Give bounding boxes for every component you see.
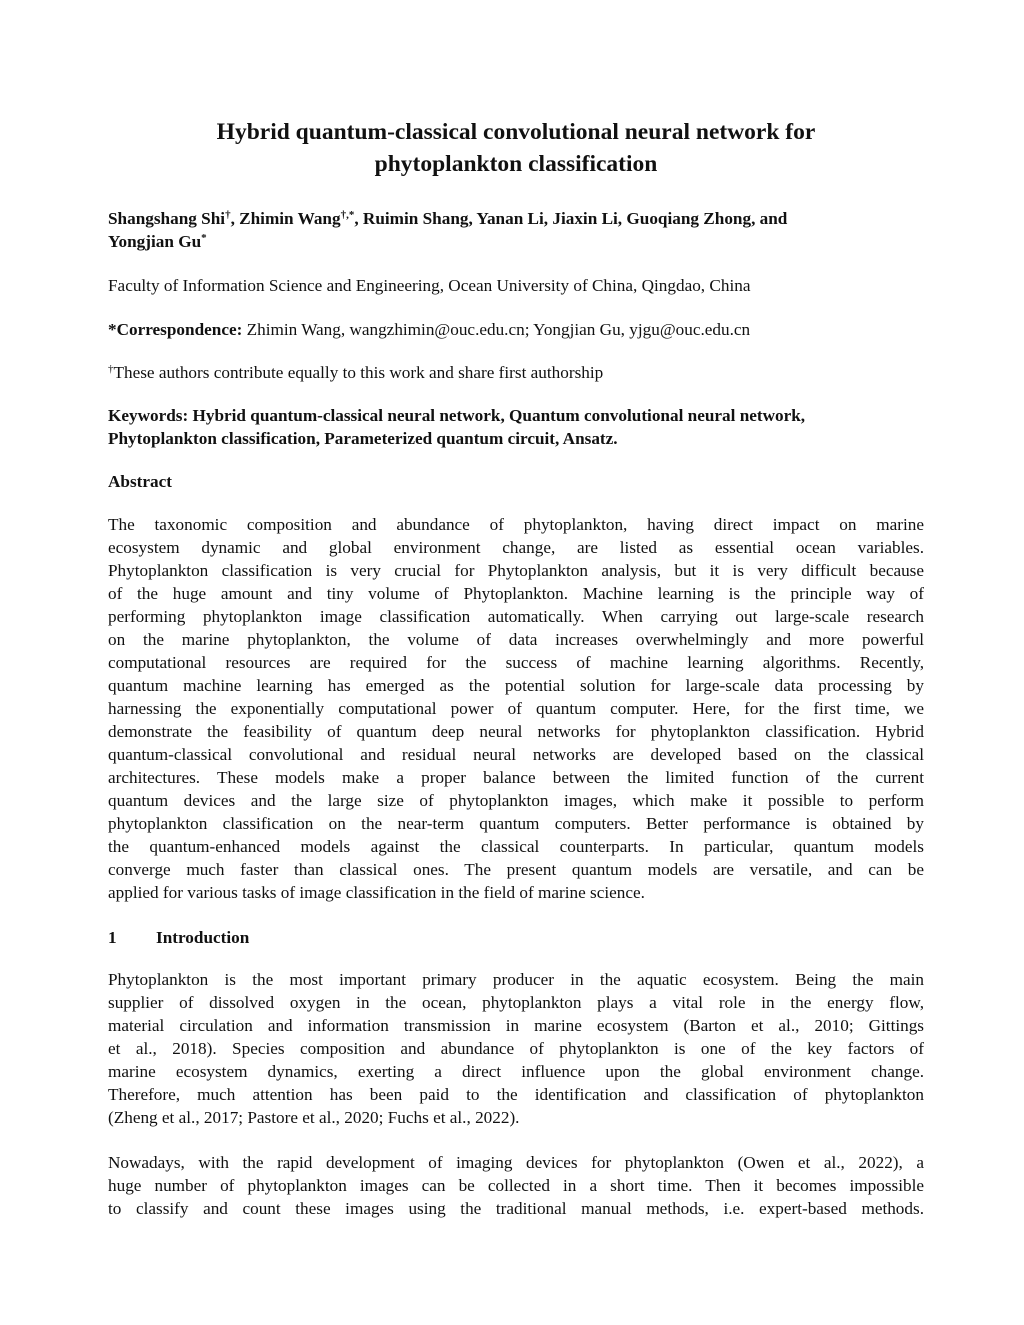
abstract-line: applied for various tasks of image classification in the field of marine science. bbox=[108, 883, 645, 902]
abstract-line: phytoplankton classification on the near-term quantum computers. Better performance is obtained by bbox=[108, 814, 924, 833]
intro-paragraph-2 bbox=[108, 1151, 924, 1220]
paper-title bbox=[108, 116, 924, 180]
correspondence-text: Zhimin Wang, wangzhimin@ouc.edu.cn; Yongjian Gu, yjgu@ouc.edu.cn bbox=[242, 320, 751, 339]
author-separator: , bbox=[230, 209, 240, 228]
abstract-heading: Abstract bbox=[108, 472, 172, 491]
abstract-line: of the huge amount and tiny volume of Phytoplankton. Machine learning is the principle way of bbox=[108, 584, 924, 603]
author-mark: †,* bbox=[340, 209, 355, 221]
abstract-line: the quantum-enhanced models against the classical counterparts. In particular, quantum models bbox=[108, 837, 924, 856]
intro-line: Therefore, much attention has been paid to the identification and classification of phytoplankton bbox=[108, 1085, 924, 1104]
abstract-line: harnessing the exponentially computational power of quantum computer. Here, for the first time, we bbox=[108, 699, 924, 718]
section-title: Introduction bbox=[156, 928, 250, 947]
abstract-line: Phytoplankton classification is very crucial for Phytoplankton analysis, but it is very difficult because bbox=[108, 561, 924, 580]
abstract-line: converge much faster than classical ones. The present quantum models are versatile, and can be bbox=[108, 860, 924, 879]
author-mark: † bbox=[225, 209, 231, 221]
abstract-line: quantum devices and the large size of phytoplankton images, which make it possible to perform bbox=[108, 791, 924, 810]
keywords-line: Phytoplankton classification, Parameterized quantum circuit, Ansatz. bbox=[108, 429, 618, 448]
keywords bbox=[108, 404, 924, 450]
author-names-rest: , Ruimin Shang, Yanan Li, Jiaxin Li, Guoqiang Zhong, and bbox=[354, 209, 788, 228]
keywords-line: Keywords: Hybrid quantum-classical neural network, Quantum convolutional neural network, bbox=[108, 406, 806, 425]
affiliation: Faculty of Information Science and Engineering, Ocean University of China, Qingdao, China bbox=[108, 276, 751, 295]
abstract-body bbox=[108, 513, 924, 904]
intro-paragraph-1 bbox=[108, 968, 924, 1129]
intro-line: (Zheng et al., 2017; Pastore et al., 2020; Fuchs et al., 2022). bbox=[108, 1108, 520, 1127]
abstract-line: quantum machine learning has emerged as the potential solution for large-scale data processing by bbox=[108, 676, 924, 695]
author-name: Shangshang Shi bbox=[108, 209, 226, 228]
author-list bbox=[108, 207, 924, 253]
abstract-line: ecosystem dynamic and global environment change, are listed as essential ocean variables. bbox=[108, 538, 924, 557]
correspondence-label: *Correspondence: bbox=[108, 320, 243, 339]
intro-line: marine ecosystem dynamics, exerting a direct influence upon the global environment change. bbox=[108, 1062, 924, 1081]
intro-line: huge number of phytoplankton images can be collected in a short time. Then it becomes impossible bbox=[108, 1176, 924, 1195]
abstract-line: The taxonomic composition and abundance of phytoplankton, having direct impact on marine bbox=[108, 515, 924, 534]
equal-contribution-note bbox=[108, 361, 924, 384]
section-heading bbox=[108, 926, 249, 949]
abstract-line: architectures. These models make a proper balance between the limited function of the current bbox=[108, 768, 924, 787]
equal-text: These authors contribute equally to this work and share first authorship bbox=[113, 363, 604, 382]
intro-line: Nowadays, with the rapid development of imaging devices for phytoplankton (Owen et al., 2022), a bbox=[108, 1153, 924, 1172]
intro-line: supplier of dissolved oxygen in the ocean, phytoplankton plays a vital role in the energy flow, bbox=[108, 993, 924, 1012]
section-number: 1 bbox=[108, 928, 117, 947]
title-line: Hybrid quantum-classical convolutional neural network for bbox=[216, 119, 816, 145]
intro-line: et al., 2018). Species composition and abundance of phytoplankton is one of the key factors of bbox=[108, 1039, 924, 1058]
author-name: Yongjian Gu bbox=[108, 232, 202, 251]
author-line bbox=[108, 230, 924, 253]
correspondence bbox=[108, 318, 924, 341]
intro-line: Phytoplankton is the most important primary producer in the aquatic ecosystem. Being the main bbox=[108, 970, 924, 989]
title-line: phytoplankton classification bbox=[374, 151, 658, 177]
equal-mark: † bbox=[108, 363, 114, 375]
abstract-line: performing phytoplankton image classification automatically. When carrying out large-scale research bbox=[108, 607, 924, 626]
author-name: Zhimin Wang bbox=[239, 209, 341, 228]
author-mark: * bbox=[201, 232, 207, 244]
intro-line: to classify and count these images using the traditional manual methods, i.e. expert-based methods. bbox=[108, 1199, 924, 1218]
abstract-line: on the marine phytoplankton, the volume of data increases overwhelmingly and more powerful bbox=[108, 630, 924, 649]
author-line bbox=[108, 207, 924, 230]
abstract-line: quantum-classical convolutional and residual neural networks are developed based on the classical bbox=[108, 745, 924, 764]
intro-line: material circulation and information transmission in marine ecosystem (Barton et al., 2010; Gittings bbox=[108, 1016, 924, 1035]
abstract-line: demonstrate the feasibility of quantum deep neural networks for phytoplankton classification. Hybrid bbox=[108, 722, 924, 741]
abstract-line: computational resources are required for the success of machine learning algorithms. Recently, bbox=[108, 653, 924, 672]
